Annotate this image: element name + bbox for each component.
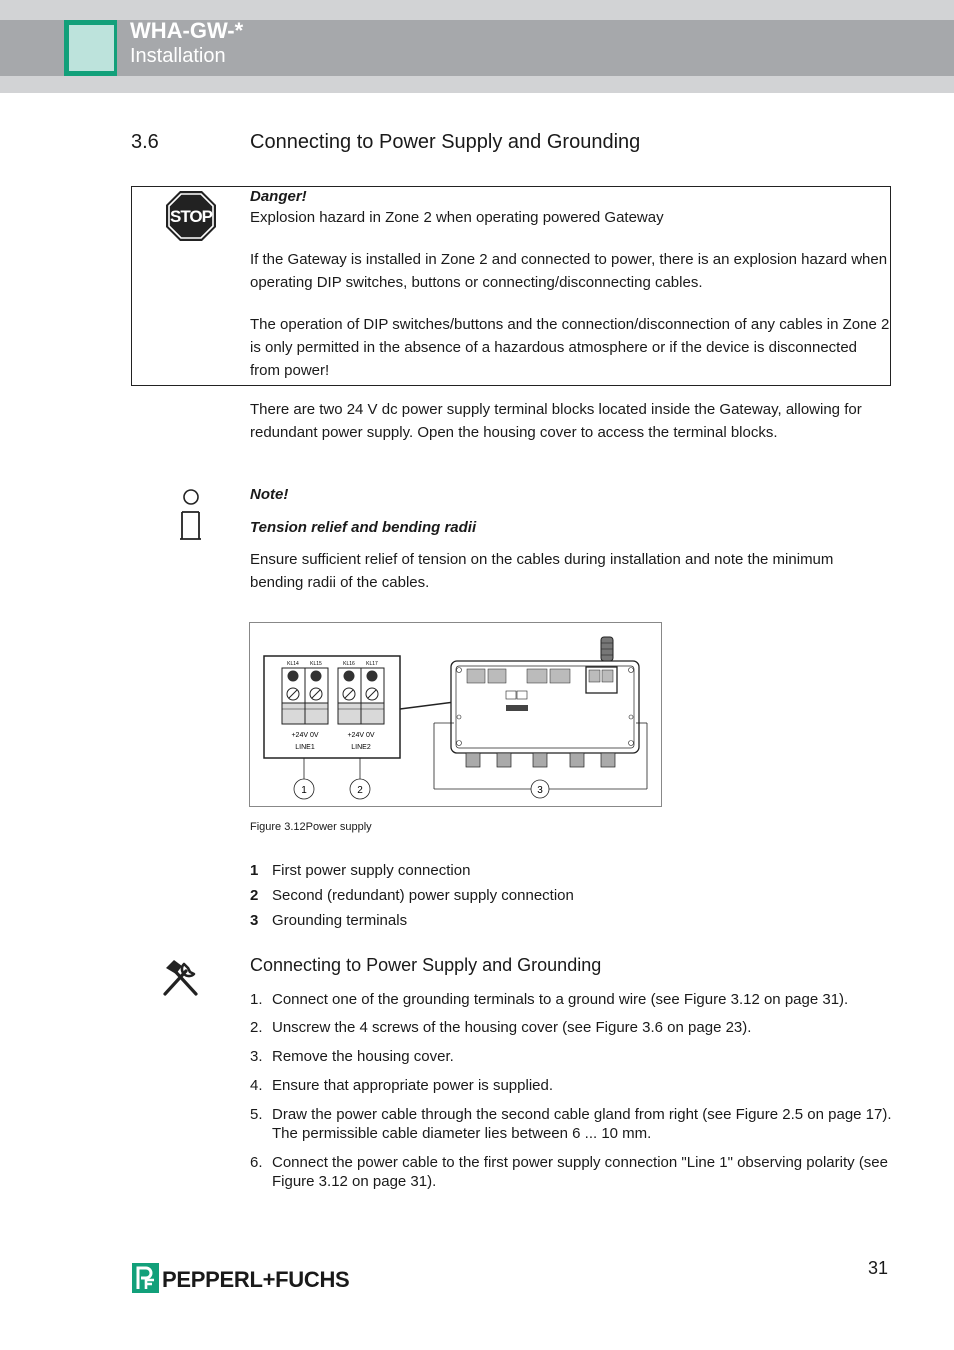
section-title: Connecting to Power Supply and Grounding	[250, 131, 641, 153]
header-logo-square-inner	[69, 25, 114, 71]
line2-voltage-label: +24V 0V	[347, 732, 375, 739]
legend-text: Grounding terminals	[272, 912, 408, 929]
tools-icon	[160, 958, 202, 998]
step-number: 3.	[250, 1048, 263, 1065]
gateway-housing	[451, 637, 639, 753]
terminal-block-line1	[282, 668, 328, 724]
note-text: Ensure sufficient relief of tension on the cables during installation and note the minimum bending radii of the cables.	[250, 551, 834, 591]
note-heading: Tension relief and bending radii	[250, 519, 477, 536]
procedure-step	[250, 1105, 890, 1145]
legend-text: Second (redundant) power supply connection	[272, 887, 574, 904]
danger-paragraph-2: The operation of DIP switches/buttons and the connection/disconnection of any cables in Zone 2 is only permitted in the absence of a hazardous atmosphere or if the device is disconnected from power!	[250, 316, 890, 379]
callout-3-text: 3	[537, 785, 543, 796]
note-label: Note!	[250, 486, 289, 503]
legend-text: First power supply connection	[272, 862, 471, 879]
legend-item	[250, 862, 470, 879]
callout-1-text: 1	[301, 785, 307, 796]
terminal-block-line2	[338, 668, 384, 724]
legend-number: 2	[250, 887, 259, 904]
step-number: 1.	[250, 991, 263, 1008]
step-text: Draw the power cable through the second cable gland from right (see Figure 2.5 on page 17). The permissible cable diameter lies between 6 ... 10 mm.	[272, 1106, 892, 1142]
header-title: WHA-GW-*	[130, 18, 244, 43]
header-top-band	[0, 0, 954, 20]
procedure-step	[250, 1018, 890, 1038]
step-number: 4.	[250, 1077, 263, 1094]
terminal-label-kl16: KL16	[343, 661, 355, 667]
figure-caption: Figure 3.12Power supply	[250, 821, 372, 833]
terminal-label-kl17: KL17	[366, 661, 378, 667]
legend-item	[250, 912, 407, 929]
terminal-label-kl14: KL14	[287, 661, 299, 667]
header-subtitle: Installation	[130, 45, 226, 67]
line1-label: LINE1	[295, 744, 315, 751]
brand-name: PEPPERL+FUCHS	[162, 1267, 350, 1292]
info-note-icon	[178, 487, 204, 543]
header-bottom-band	[0, 76, 954, 93]
procedure-step	[250, 1153, 890, 1193]
legend-item	[250, 887, 574, 904]
danger-label: Danger!	[250, 188, 307, 205]
power-supply-diagram	[250, 623, 661, 806]
procedure-step	[250, 1076, 890, 1096]
procedure-step	[250, 1047, 890, 1067]
step-text: Remove the housing cover.	[272, 1048, 454, 1065]
procedure-title: Connecting to Power Supply and Grounding	[250, 955, 602, 975]
page-number: 31	[868, 1258, 889, 1278]
terminal-label-kl15: KL15	[310, 661, 322, 667]
procedure-step	[250, 990, 890, 1010]
step-text: Connect the power cable to the first power supply connection "Line 1" observing polarity (see Figure 3.12 on page 31).	[272, 1154, 888, 1190]
danger-headline: Explosion hazard in Zone 2 when operating powered Gateway	[250, 209, 664, 226]
step-text: Connect one of the grounding terminals to a ground wire (see Figure 3.12 on page 31).	[272, 991, 849, 1008]
legend-number: 1	[250, 862, 259, 879]
line1-voltage-label: +24V 0V	[291, 732, 319, 739]
power-supply-figure	[249, 622, 662, 807]
line2-label: LINE2	[351, 744, 371, 751]
pepperl-fuchs-logo-icon	[132, 1263, 159, 1293]
step-number: 6.	[250, 1154, 263, 1171]
step-number: 2.	[250, 1019, 263, 1036]
step-text: Ensure that appropriate power is supplied.	[272, 1077, 554, 1094]
stop-sign-icon	[164, 189, 218, 243]
step-number: 5.	[250, 1106, 263, 1123]
intro-paragraph: There are two 24 V dc power supply terminal blocks located inside the Gateway, allowing for redundant power supply. Open the housing cover to access the terminal blocks.	[250, 401, 862, 441]
callout-2-text: 2	[357, 785, 363, 796]
stop-sign-text: STOP	[170, 207, 212, 226]
legend-number: 3	[250, 912, 259, 929]
danger-paragraph-1: If the Gateway is installed in Zone 2 and connected to power, there is an explosion hazard when operating DIP switches, buttons or connecting/disconnecting cables.	[250, 251, 888, 291]
section-number: 3.6	[131, 131, 159, 153]
cable-glands	[466, 753, 615, 767]
step-text: Unscrew the 4 screws of the housing cover (see Figure 3.6 on page 23).	[272, 1019, 752, 1036]
